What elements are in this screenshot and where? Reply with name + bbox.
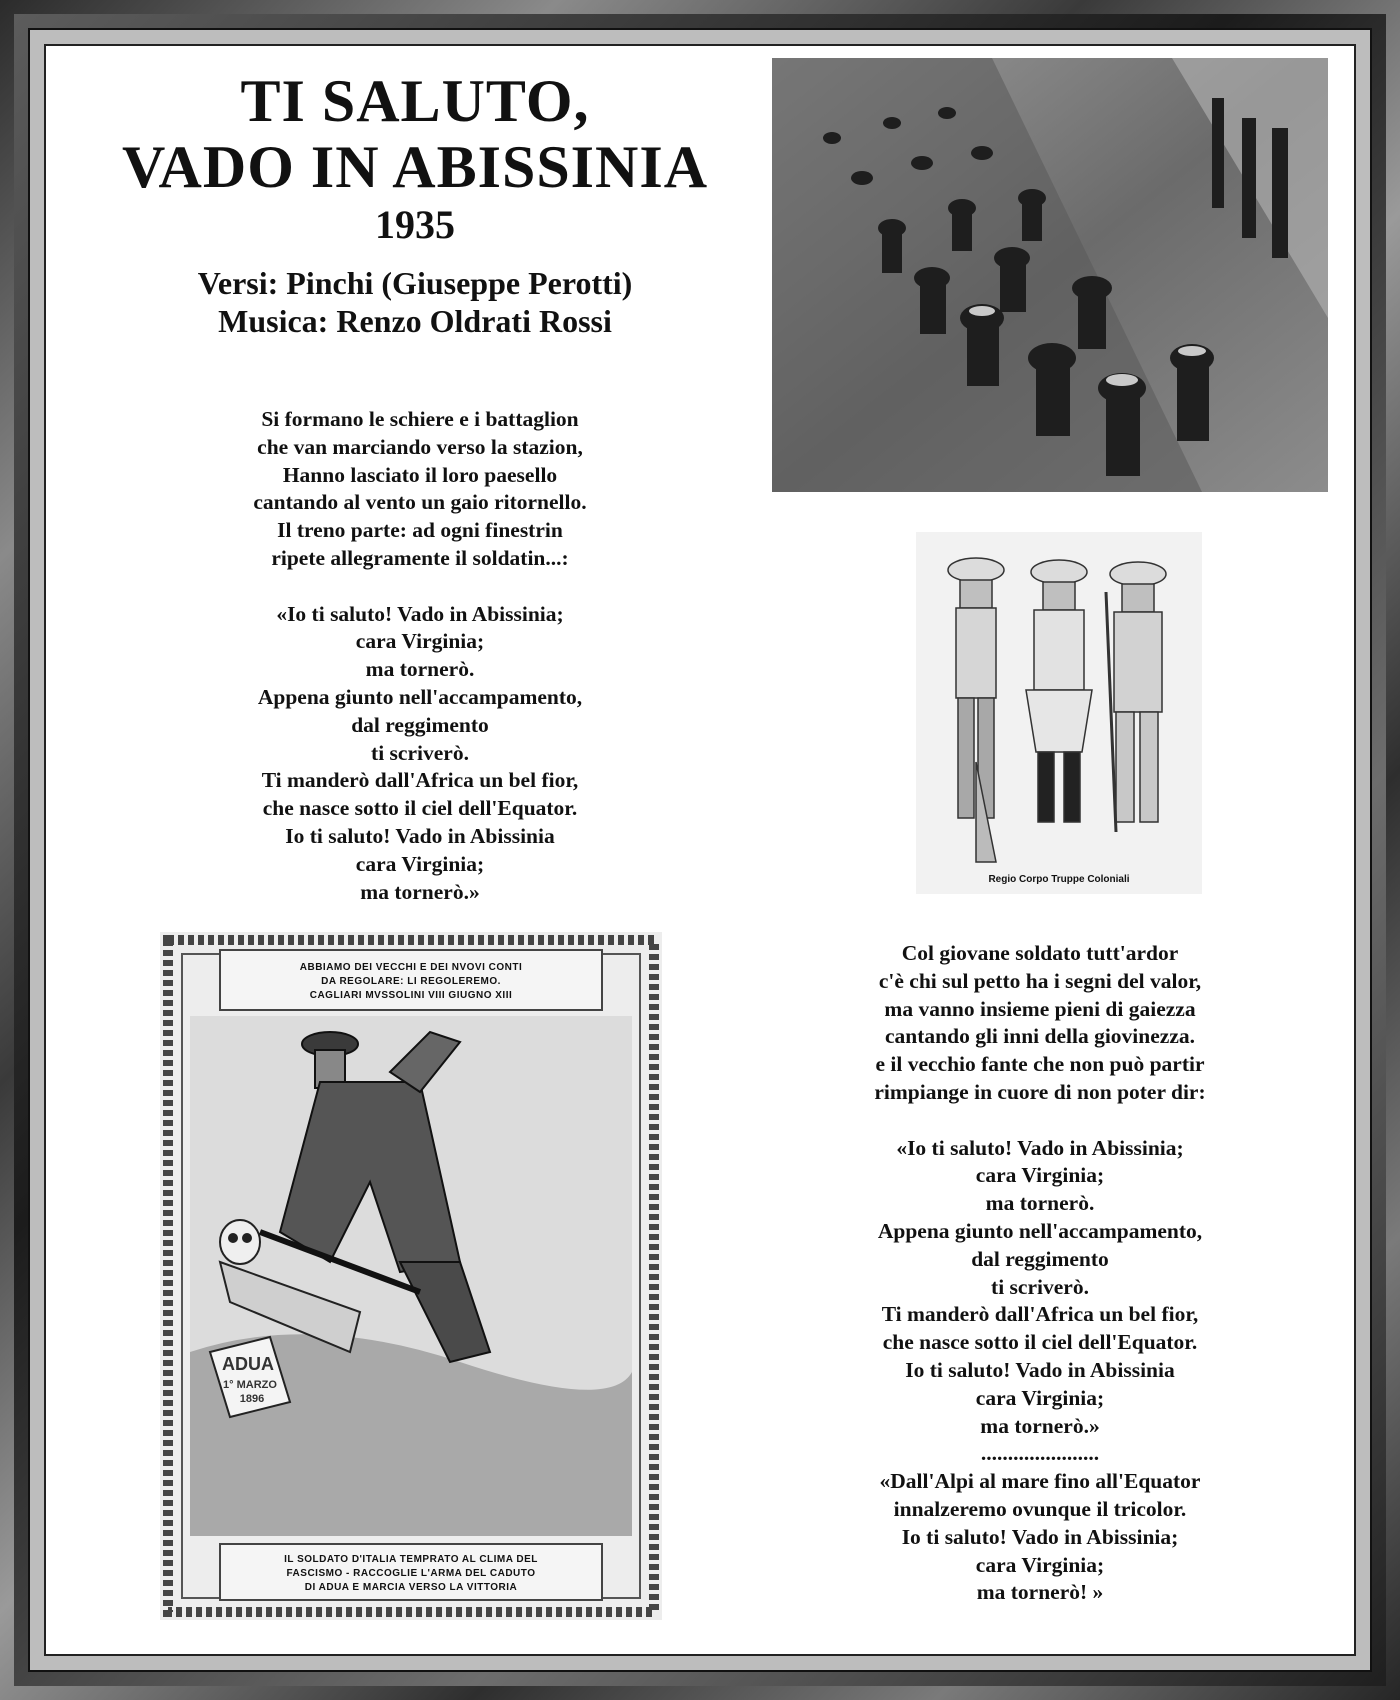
- lyrics-credit: Versi: Pinchi (Giuseppe Perotti): [197, 265, 633, 301]
- poster-illustration: [160, 932, 662, 1620]
- year-label: 1935: [375, 202, 455, 247]
- poster-top-line-2: DA REGOLARE: LI REGOLEREMO.: [321, 976, 501, 987]
- verse-left: Si formano le schiere e i battaglion che van marciando verso la stazion, Hanno lasciato il loro paesello cantando al vento un gaio ritornello. Il treno parte: ad ogni finestrin ripete allegramente il soldatin...: «Io ti saluto! Vado in Abissinia; cara Virginia; ma tornerò. Appena giunto nell'accampamento, dal reggimento ti scriverò. Ti manderò dall'Africa un bel fior, che nasce sotto il ciel dell'Equator. Io ti saluto! Vado in Abissinia cara Virginia; ma tornerò.»: [253, 407, 587, 904]
- title-line-2: VADO IN ABISSINIA: [121, 134, 709, 200]
- poster-bottom-line-3: DI ADUA E MARCIA VERSO LA VITTORIA: [304, 1582, 518, 1593]
- page-title: [60, 68, 770, 200]
- title-block: [60, 68, 770, 340]
- poster-top-line-1: ABBIAMO DEI VECCHI E DEI NVOVI CONTI: [299, 962, 523, 973]
- uniforms-caption: Regio Corpo Truppe Coloniali: [988, 874, 1130, 885]
- poster-top-line-3: CAGLIARI MVSSOLINI VIII GIUGNO XIII: [309, 990, 513, 1001]
- poster-bottom-line-1: IL SOLDATO D'ITALIA TEMPRATO AL CLIMA DEL: [284, 1554, 538, 1565]
- propaganda-poster: [160, 932, 662, 1620]
- poster-bottom-line-2: FASCISMO - RACCOGLIE L'ARMA DEL CADUTO: [286, 1568, 536, 1579]
- colonial-uniforms-illustration: [916, 532, 1202, 894]
- credits: [60, 264, 770, 340]
- marching-soldiers-photo: [772, 58, 1328, 492]
- verse-right: Col giovane soldato tutt'ardor c'è chi sul petto ha i segni del valor, ma vanno insieme pieni di gaiezza cantando gli inni della giovinezza. e il vecchio fante che non può partir rimpiange in cuore di non poter dir: «Io ti saluto! Vado in Abissinia; cara Virginia; ma tornerò. Appena giunto nell'accampamento, dal reggimento ti scriverò. Ti manderò dall'Africa un bel fior, che nasce sotto il ciel dell'Equator. Io ti saluto! Vado in Abissinia cara Virginia; ma tornerò.» ...................... «Dall'Alpi al mare fino all'Equator innalzeremo ovunque il tricolor. Io ti saluto! Vado in Abissinia; cara Virginia; ma tornerò! »: [874, 941, 1206, 1605]
- poster-stone-line-3: 1896: [239, 1393, 265, 1405]
- poster-stone-line-1: ADUA: [222, 1354, 274, 1374]
- music-credit: Musica: Renzo Oldrati Rossi: [218, 303, 612, 339]
- marching-soldiers-illustration: [772, 58, 1328, 492]
- poster-stone-line-2: 1° MARZO: [223, 1379, 277, 1391]
- uniformed-figures-drawing: [916, 532, 1202, 894]
- title-line-1: TI SALUTO,: [240, 68, 590, 134]
